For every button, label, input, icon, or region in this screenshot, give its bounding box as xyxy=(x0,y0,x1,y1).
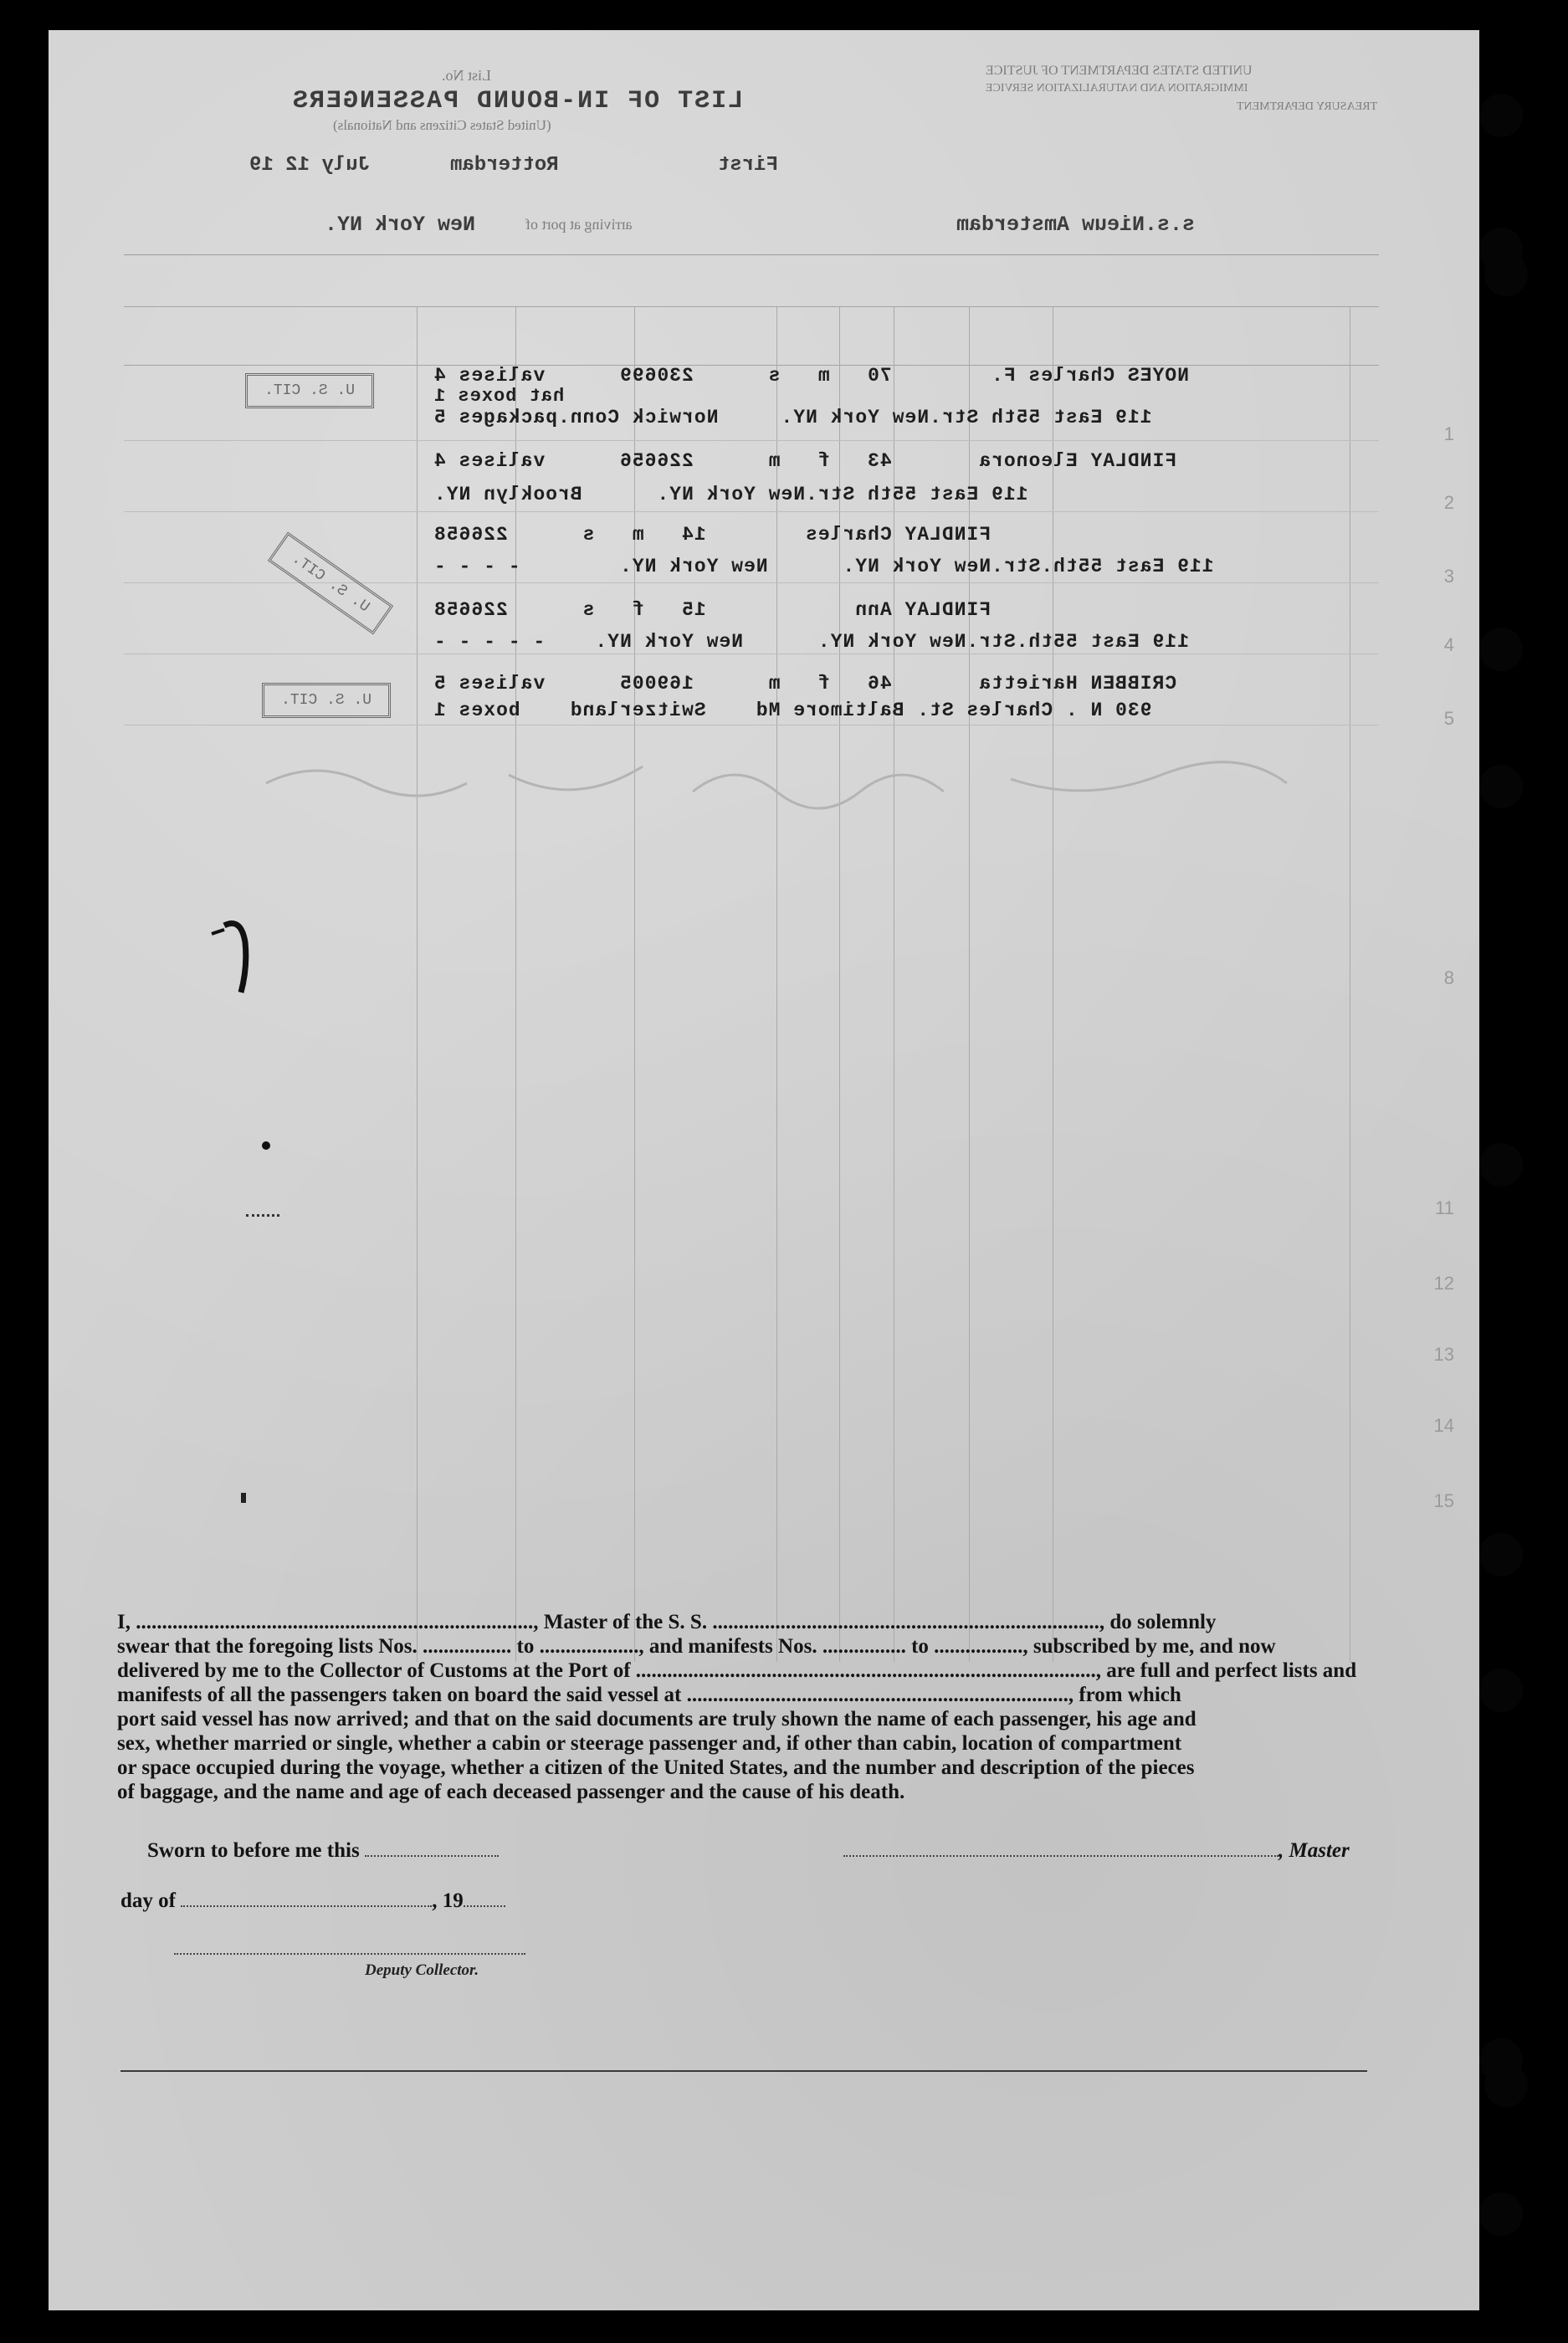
record-3-line-2: 119 East 55th.Str.New York NY. New York NY. - - - - xyxy=(433,556,1214,577)
column-divider xyxy=(634,306,635,1662)
row-number: 1 xyxy=(1443,423,1454,444)
year-label: , 19 xyxy=(432,1889,464,1912)
deputy-collector-label: Deputy Collector. xyxy=(365,1961,479,1979)
row-number: 4 xyxy=(1443,634,1454,655)
row-number: 11 xyxy=(1435,1197,1454,1218)
row-number: 3 xyxy=(1443,566,1454,587)
row-number: 8 xyxy=(1443,967,1454,988)
column-divider xyxy=(417,306,418,1662)
list-subtitle: (United States Citizens and Nationals) xyxy=(333,117,551,133)
column-divider xyxy=(776,306,777,1662)
bottom-rule xyxy=(120,2070,1367,2072)
sworn-label xyxy=(147,1839,499,1863)
ink-mark xyxy=(208,900,258,1001)
deputy-signature-line xyxy=(174,1953,525,1955)
form-subtitle: IMMIGRATION AND NATURALIZATION SERVICE xyxy=(986,82,1248,95)
from-port: Rotterdam xyxy=(450,154,559,177)
record-3-line-1: FINDLAY Charles 14 m s 226658 xyxy=(433,524,992,546)
row-number: 14 xyxy=(1433,1415,1454,1436)
sworn-text: Sworn to before me this xyxy=(147,1839,360,1862)
binder-hole xyxy=(1479,2192,1523,2236)
table-header-top xyxy=(124,306,1379,307)
oath-line: delivered by me to the Collector of Customs at the Port of ........................................................................................, are full and perfect lists and xyxy=(117,1659,1357,1682)
record-5-line-2: 930 N . Charles St. Baltimore Md Switzerland boxes 1 xyxy=(433,700,1152,721)
oath-line: manifests of all the passengers taken on board the said vessel at ........................................................................., from which xyxy=(117,1684,1181,1706)
binder-hole xyxy=(1484,2064,1528,2107)
day-blank xyxy=(181,1890,432,1907)
form-title: UNITED STATES DEPARTMENT OF JUSTICE xyxy=(986,64,1253,78)
oath-line: swear that the foregoing lists Nos. ................. to ..................., and manifests Nos. ................ to ................., subscribed by me, and now xyxy=(117,1635,1276,1658)
record-5-line-1: CRIBBEN Harietta 46 f m 169005 valises 5 xyxy=(433,673,1177,695)
arrival-port: New York NY. xyxy=(325,213,476,237)
arriving-label: arriving at port of xyxy=(525,216,633,233)
column-divider xyxy=(839,306,840,1662)
row-rule xyxy=(124,440,1379,441)
binder-hole xyxy=(1479,765,1523,808)
year-blank xyxy=(464,1890,505,1907)
column-divider xyxy=(969,306,970,1662)
citizen-stamp: U. S. CIT. xyxy=(262,683,391,718)
binder-hole xyxy=(1479,1533,1523,1577)
row-number: 13 xyxy=(1433,1344,1454,1365)
ink-dot xyxy=(262,1141,270,1150)
ink-dot xyxy=(241,1493,246,1503)
oath-line: sex, whether married or single, whether a cabin or steerage passenger and, if other than cabin, location of compartment xyxy=(117,1732,1182,1755)
binder-hole xyxy=(1479,1669,1523,1712)
row-number: 5 xyxy=(1443,708,1454,729)
master-blank xyxy=(843,1840,1278,1857)
row-number: 2 xyxy=(1443,492,1454,513)
master-signature-line xyxy=(843,1839,1350,1863)
record-2-line-1: FINDLAY Eleonora 43 f m 226656 valises 4 xyxy=(433,450,1177,472)
day-of-label: day of xyxy=(120,1889,176,1912)
sailing-date: July 12 19 xyxy=(249,154,371,177)
oath-line: I, ............................................................................, Master of the S. S. .........................................................................., do solemnly xyxy=(117,1611,1217,1633)
oath-line: of baggage, and the name and age of each deceased passenger and the cause of his death. xyxy=(117,1781,905,1803)
binder-hole xyxy=(1479,628,1523,671)
record-1-extra: hat boxes 1 xyxy=(433,386,565,407)
record-4-line-2: 119 East 55th.Str.New York NY. New York NY. - - - - - xyxy=(433,631,1189,653)
day-of-line xyxy=(120,1889,505,1913)
binder-hole xyxy=(1479,94,1523,137)
citizen-stamp: U. S. CIT. xyxy=(245,373,374,408)
record-1-line-2: 119 East 55th Str.New York NY. Norwick Conn.packages 5 xyxy=(433,407,1152,428)
treasury-label: TREASURY DEPARTMENT xyxy=(1237,100,1378,113)
master-oath xyxy=(117,1610,1364,1804)
vessel-name: s.s.Nieuw Amsterdam xyxy=(956,213,1196,237)
sworn-blank xyxy=(365,1840,499,1857)
manifest-page xyxy=(49,30,1479,2310)
list-no-label: List No. xyxy=(442,67,492,84)
table-top-rule xyxy=(124,254,1379,255)
class-value: First xyxy=(718,154,779,177)
oath-line: port said vessel has now arrived; and that on the said documents are truly shown the name of each passenger, his age and xyxy=(117,1708,1196,1730)
binder-hole xyxy=(1484,253,1528,296)
record-1-line-1: NOYES Charles F. 70 m s 230699 valises 4 xyxy=(433,365,1189,387)
record-2-line-2: 119 East 55th Str.New York NY. Brooklyn NY. xyxy=(433,484,1028,505)
ink-specks xyxy=(246,1214,279,1228)
list-title: LIST OF IN-BOUND PASSENGERS xyxy=(291,87,744,115)
row-number: 12 xyxy=(1433,1273,1454,1294)
record-4-line-1: FINDLAY Ann 15 f s 226658 xyxy=(433,599,992,621)
row-number: 15 xyxy=(1433,1490,1454,1511)
master-label: , Master xyxy=(1278,1839,1350,1862)
oath-line: or space occupied during the voyage, whether a citizen of the United States, and the number and description of the pieces xyxy=(117,1756,1195,1779)
row-rule xyxy=(124,511,1379,512)
faded-signature-mark xyxy=(258,750,1429,825)
binder-hole xyxy=(1479,1143,1523,1187)
column-divider xyxy=(515,306,516,1662)
citizen-stamp: U. S. CIT. xyxy=(268,532,393,635)
